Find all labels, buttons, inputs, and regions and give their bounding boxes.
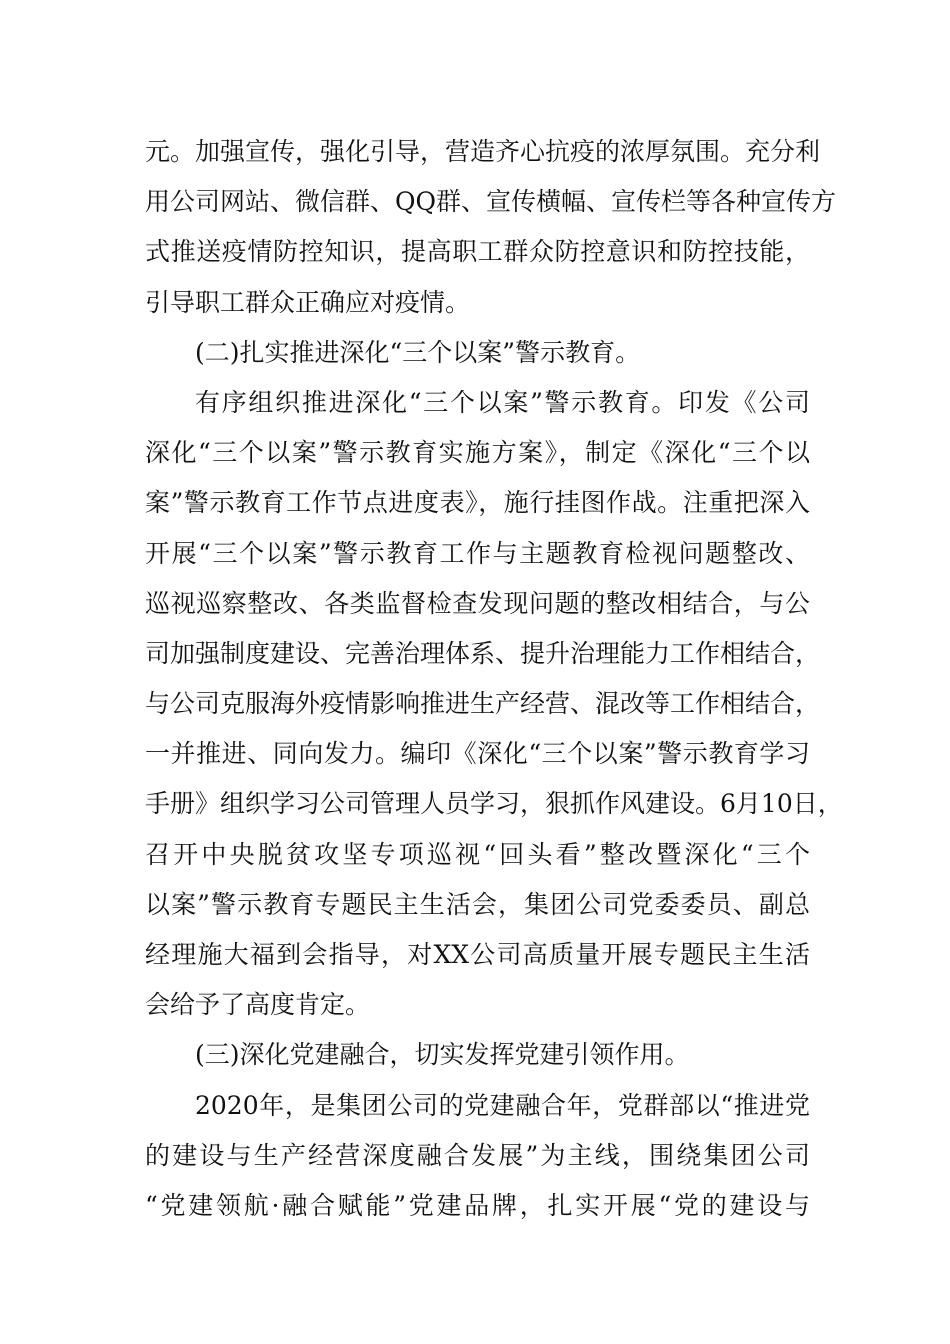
text-line: 巡视巡察整改、各类监督检查发现问题的整改相结合，与公: [145, 588, 810, 618]
text-line: 司加强制度建设、完善治理体系、提升治理能力工作相结合，: [145, 638, 821, 668]
text-line: 2020年，是集团公司的党建融合年，党群部以“推进党: [195, 1090, 810, 1120]
text-line: 式推送疫情防控知识，提高职工群众防控意识和防控技能，: [145, 237, 810, 267]
text-line: 用公司网站、微信群、QQ群、宣传横幅、宣传栏等各种宣传方: [145, 187, 836, 217]
text-line: 召开中央脱贫攻坚专项巡视“回头看”整改暨深化“三个: [145, 839, 810, 869]
text-line: 会给予了高度肯定。: [145, 990, 371, 1020]
text-line: 案”警示教育工作节点进度表》，施行挂图作战。注重把深入: [145, 488, 810, 518]
text-line: 一并推进、同向发力。编印《深化“三个以案”警示教育学习: [145, 739, 810, 769]
text-line: 深化“三个以案”警示教育实施方案》，制定《深化“三个以: [145, 438, 810, 468]
text-line: 元。加强宣传，强化引导，营造齐心抗疫的浓厚氛围。充分利: [145, 137, 821, 166]
text-line: 以案”警示教育专题民主生活会，集团公司党委委员、副总: [145, 889, 810, 919]
document-body: [145, 127, 843, 1231]
text-line: 手册》组织学习公司管理人员学习，狠抓作风建设。6月10日，: [145, 789, 843, 819]
text-line: 的建设与生产经营深度融合发展”为主线，围绕集团公司: [145, 1140, 810, 1170]
text-line: 有序组织推进深化“三个以案”警示教育。印发《公司: [195, 387, 810, 417]
text-line: (二)扎实推进深化“三个以案”警示教育。: [195, 337, 641, 367]
text-line: 开展“三个以案”警示教育工作与主题教育检视问题整改、: [145, 538, 810, 568]
text-line: “党建领航·融合赋能”党建品牌，扎实开展“党的建设与: [145, 1190, 810, 1220]
text-line: 与公司克服海外疫情影响推进生产经营、混改等工作相结合，: [145, 689, 821, 719]
text-line: (三)深化党建融合，切实发挥党建引领作用。: [195, 1040, 690, 1070]
text-line: 引导职工群众正确应对疫情。: [145, 287, 471, 317]
text-line: 经理施大福到会指导，对XX公司高质量开展专题民主生活: [145, 940, 810, 969]
